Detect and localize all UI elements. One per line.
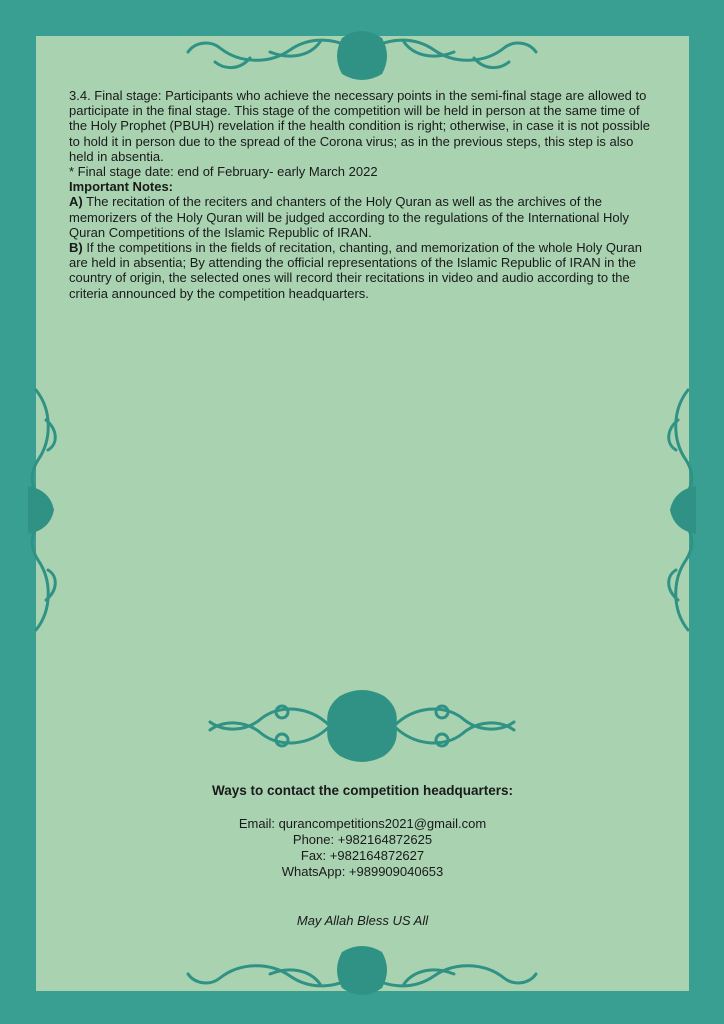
left-side-ornament-icon bbox=[28, 380, 64, 640]
contact-email: Email: qurancompetitions2021@gmail.com bbox=[238, 816, 487, 831]
important-notes-heading: Important Notes: bbox=[69, 179, 173, 195]
closing-blessing: May Allah Bless US All bbox=[296, 913, 429, 928]
top-ornament-icon bbox=[170, 30, 554, 82]
note-b-label: B) bbox=[69, 240, 83, 256]
contact-phone: Phone: +982164872625 bbox=[292, 832, 433, 847]
contact-heading: Ways to contact the competition headquarters: bbox=[211, 783, 514, 798]
note-b bbox=[69, 240, 659, 301]
contact-section bbox=[36, 783, 689, 880]
right-side-ornament-icon bbox=[660, 380, 696, 640]
bottom-ornament-icon bbox=[170, 944, 554, 996]
center-ornament-icon bbox=[200, 688, 524, 764]
note-b-text: If the competitions in the fields of recitation, chanting, and memorization of the whole Holy Quran are held in absentia; By attending the official representations of the Islamic Republic of IRAN in the country of origin, the selected ones will record their recitations in video and audio according to the criteria announced by the competition headquarters. bbox=[69, 240, 643, 301]
final-stage-date: * Final stage date: end of February- early March 2022 bbox=[69, 164, 378, 180]
main-text-block bbox=[69, 88, 659, 301]
final-stage-paragraph: 3.4. Final stage: Participants who achieve the necessary points in the semi-final stage are allowed to participate in the final stage. This stage of the competition will be held in person at the same time of the Holy Prophet (PBUH) revelation if the health condition is right; otherwise, in case it is not possible to hold it in person due to the spread of the Corona virus; as in the previous steps, this step is also held in absentia. bbox=[69, 88, 650, 164]
note-a-label: A) bbox=[69, 194, 83, 210]
contact-fax: Fax: +982164872627 bbox=[300, 848, 425, 863]
contact-whatsapp: WhatsApp: +989909040653 bbox=[281, 864, 444, 879]
note-a-text: The recitation of the reciters and chanters of the Holy Quran as well as the archives of the memorizers of the Holy Quran will be judged according to the regulations of the International Holy Quran Competitions of the Islamic Republic of IRAN. bbox=[69, 194, 630, 240]
note-a bbox=[69, 194, 659, 240]
